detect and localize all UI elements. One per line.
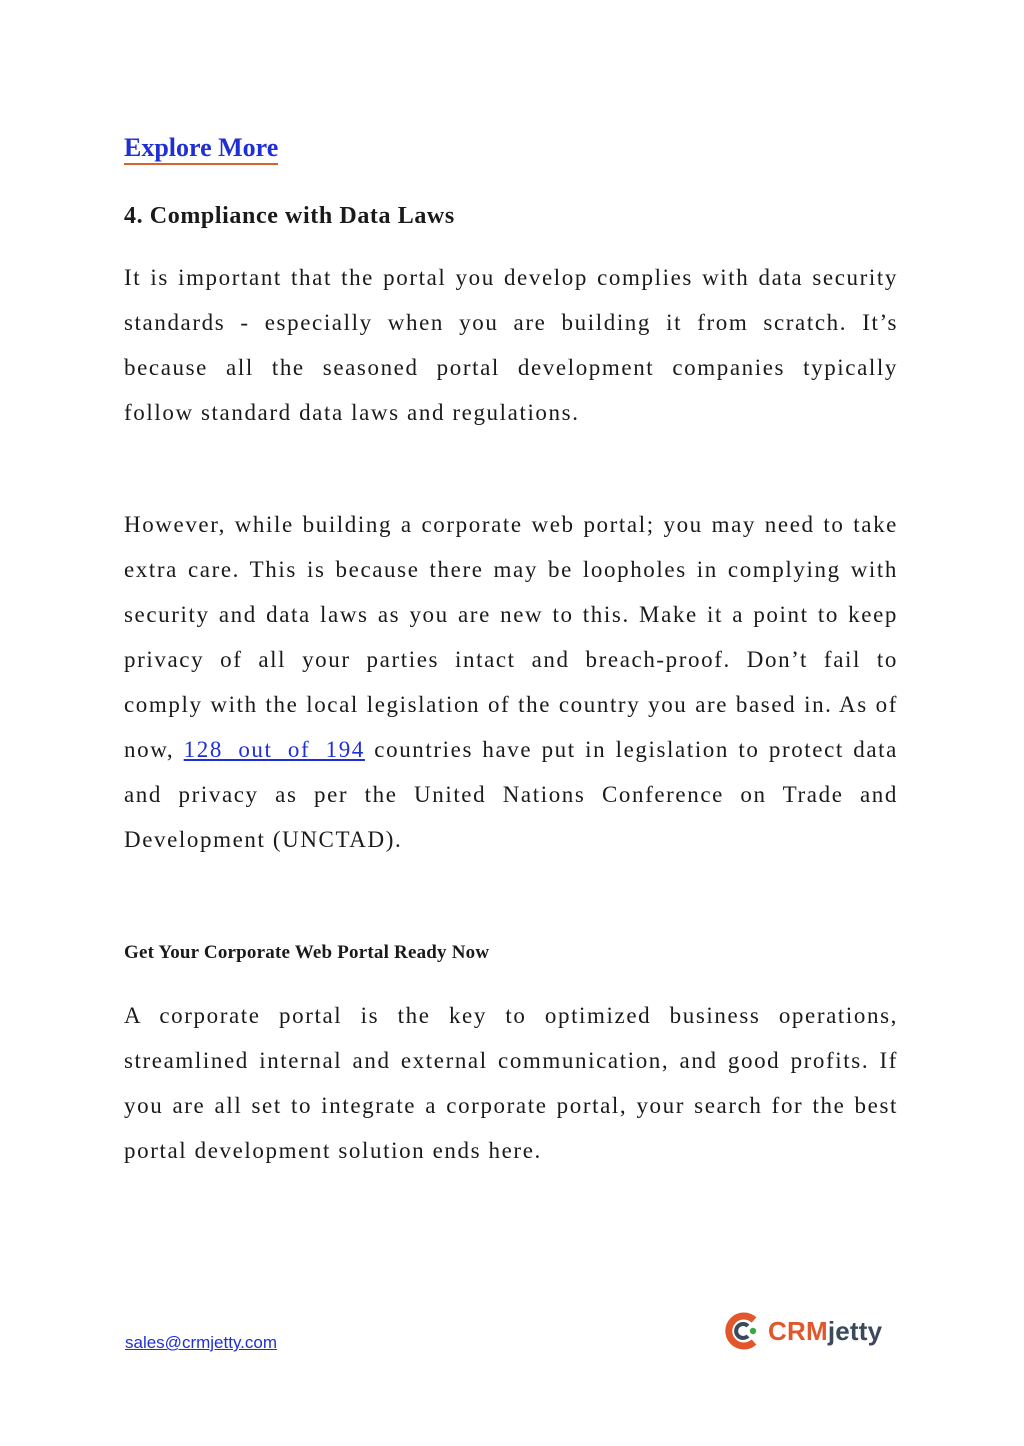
paragraph-compliance-intro: It is important that the portal you develop complies with data security standards - especially when you are building it from scratch. It’s because all the seasoned portal development companies typically follow standard data laws and regulations. (124, 265, 898, 425)
logo-wordmark (768, 1316, 882, 1347)
crmjetty-logo-icon (722, 1311, 762, 1351)
paragraph-compliance-detail (124, 502, 898, 862)
countries-statistic-link[interactable]: 128 out of 194 (183, 737, 365, 762)
crmjetty-logo (722, 1308, 898, 1354)
logo-crm-text: CRM (768, 1315, 828, 1346)
paragraph-text-after-link: countries have put in legislation to protect data and privacy as per the United Nations Conference on Trade and Development (UNCTAD). (124, 737, 898, 852)
logo-jetty-text: jetty (827, 1315, 883, 1346)
section-title: 4. Compliance with Data Laws (124, 203, 455, 229)
footer-email-link[interactable]: sales@crmjetty.com (125, 1333, 278, 1352)
paragraph-text-before-link: However, while building a corporate web portal; you may need to take extra care. This is because there may be loopholes in complying with security and data laws as you are new to this. Make it a point to keep privacy of all your parties intact and breach-proof. Don’t fail to comply with the local legislation of the country you are based in. As of now, (124, 512, 898, 762)
explore-more-link[interactable]: Explore More (124, 133, 278, 165)
cta-heading: Get Your Corporate Web Portal Ready Now (124, 942, 490, 963)
paragraph-cta: A corporate portal is the key to optimized business operations, streamlined internal and external communication, and good profits. If you are all set to integrate a corporate portal, your search for the best portal development solution ends here. (124, 1003, 898, 1163)
